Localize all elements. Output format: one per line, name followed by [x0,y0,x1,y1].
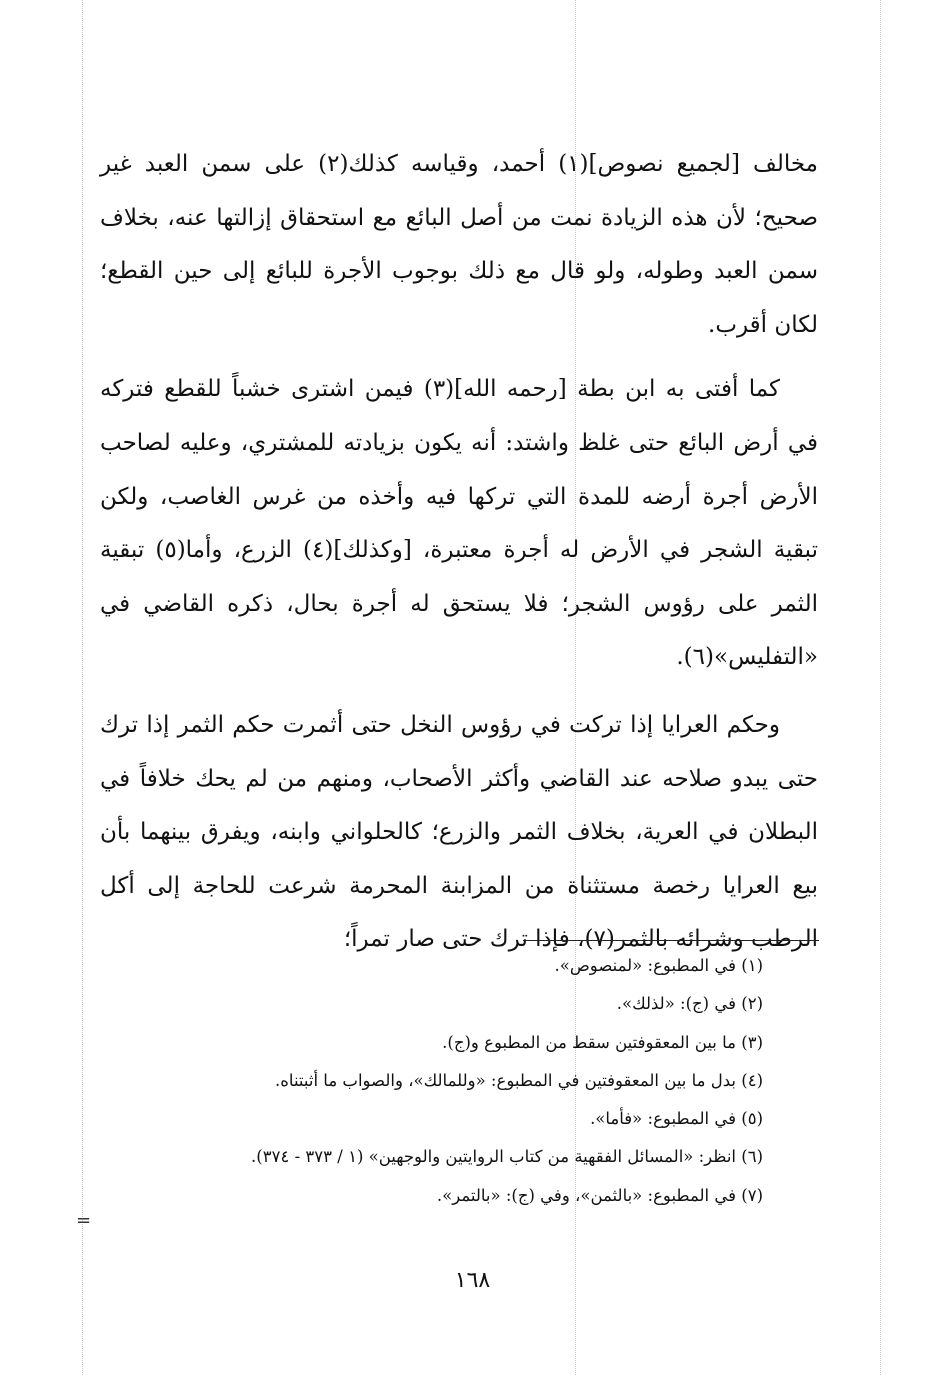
footnote-6: (٦) انظر: «المسائل الفقهية من كتاب الروايتين والوجهين» (١ / ٣٧٣ - ٣٧٤). [251,1147,763,1167]
footnote-4: (٤) بدل ما بين المعقوفتين في المطبوع: «وللمالك»، والصواب ما أثبتناه. [275,1070,763,1090]
footnote-2: (٢) في (ج): «لذلك». [616,994,763,1014]
paragraph-2: كما أفتى به ابن بطة [رحمه الله](٣) فيمن اشترى خشباً للقطع فتركه في أرض البائع حتى غلظ واشتد: أنه يكون بزيادته للمشتري، وعليه لصاحب الأرض أجرة أرضه للمدة التي تركها فيه وأخذه من غرس الغاصب، ولكن تبقية الشجر في الأرض له أجرة معتبرة، [وكذلك](٤) الزرع، وأما(٥) تبقية الثمر على رؤوس الشجر؛ فلا يستحق له أجرة بحال، ذكره القاضي في «التفليس»(٦). [100,376,818,671]
footnote-separator [523,940,819,941]
footnotes-list [100,947,763,1215]
margin-continuation-mark: = [76,1210,92,1231]
main-text [100,138,818,967]
footnote-5: (٥) في المطبوع: «فأما». [590,1109,763,1129]
paragraph-3: وحكم العرايا إذا تركت في رؤوس النخل حتى أثمرت حكم الثمر إذا ترك حتى يبدو صلاحه عند القاضي وأكثر الأصحاب، ومنهم من لم يحك خلافاً في البطلان في العرية، بخلاف الثمر والزرع؛ كالحلواني وابنه، ويفرق بينهما بأن بيع العرايا رخصة مستثناة من المزابنة المحرمة شرعت للحاجة إلى أكل الرطب وشرائه بالثمر(٧)، فإذا ترك حتى صار تمراً؛ [100,711,818,953]
footnote-1: (١) في المطبوع: «لمنصوص». [554,956,763,975]
paragraph-1: مخالف [لجميع نصوص](١) أحمد، وقياسه كذلك(٢) على سمن العبد غير صحيح؛ لأن هذه الزيادة نمت من أصل البائع مع استحقاق إزالتها عنه، بخلاف سمن العبد وطوله، ولو قال مع ذلك بوجوب الأجرة للبائع إلى حين القطع؛ لكان أقرب. [100,151,818,338]
page-number: ١٦٨ [454,1268,491,1293]
footnote-3: (٣) ما بين المعقوفتين سقط من المطبوع و(ج). [442,1032,763,1052]
scan-guide-line-left [82,0,83,1375]
footnote-7: (٧) في المطبوع: «بالثمن»، وفي (ج): «بالتمر». [436,1185,763,1205]
scan-guide-line-right [880,0,881,1375]
